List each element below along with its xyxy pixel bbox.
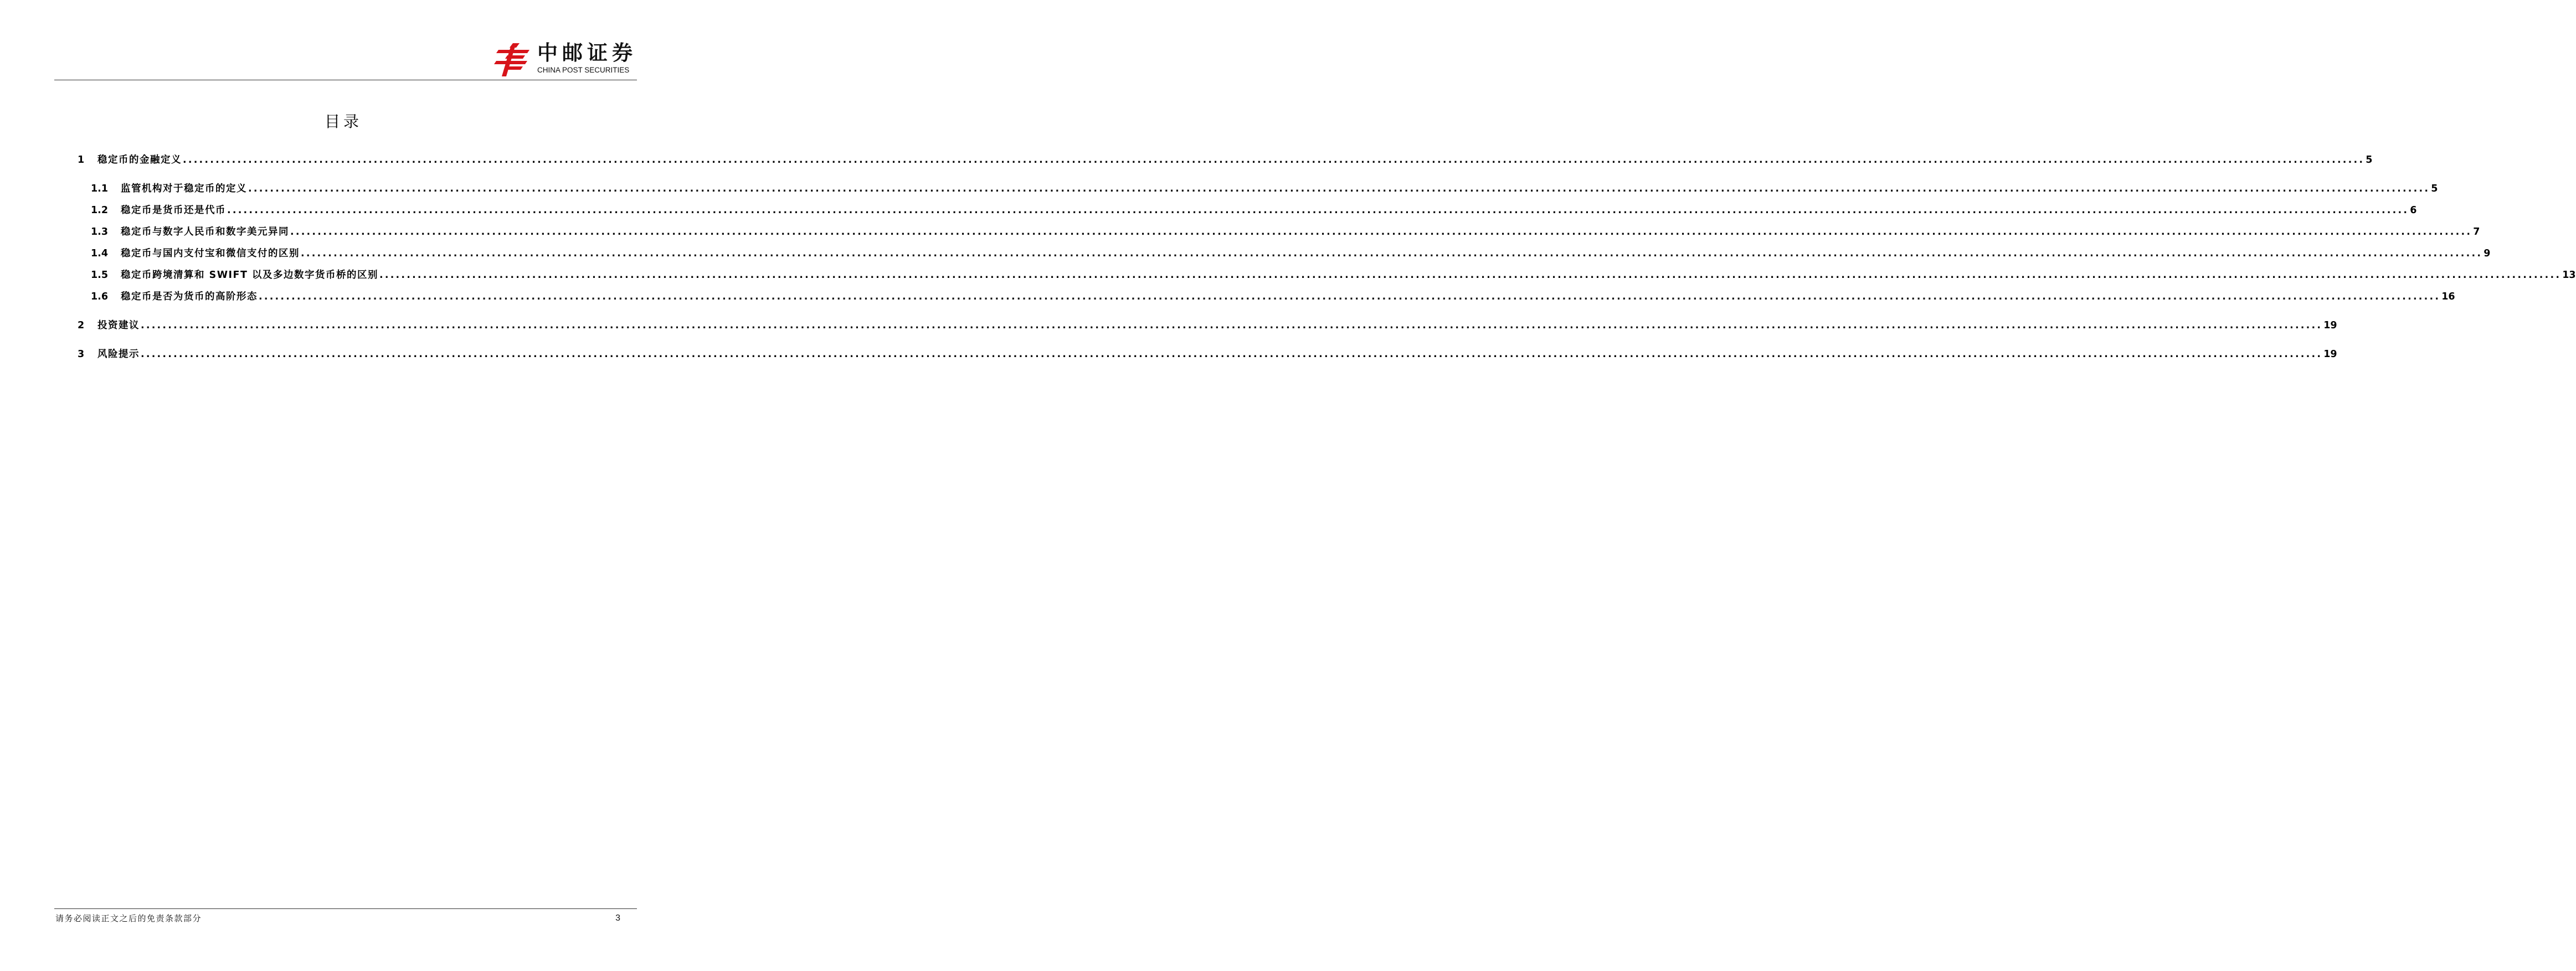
toc-entry-number: 1.6 bbox=[91, 291, 109, 302]
toc-entry-number: 2 bbox=[78, 320, 85, 331]
page-header bbox=[54, 39, 637, 80]
toc-entry-page: 13 bbox=[2562, 270, 2576, 281]
toc-dot-leader: ................................................................................................................................................................................................................................................................................................................................................................................................................ bbox=[183, 154, 2365, 166]
logo-chinese-name: 中邮证券 bbox=[537, 41, 637, 65]
toc-title: 目录 bbox=[324, 112, 362, 131]
toc-entry-label: 稳定币与国内支付宝和微信支付的区别 bbox=[121, 248, 300, 259]
toc-entry-page: 16 bbox=[2441, 291, 2455, 302]
company-logo bbox=[494, 42, 637, 78]
toc-entry-label: 稳定币与数字人民币和数字美元异同 bbox=[121, 226, 289, 237]
toc-entry-number: 1.2 bbox=[91, 205, 109, 216]
toc-dot-leader: ................................................................................................................................................................................................................................................................................................................................................................................................................ bbox=[259, 291, 2441, 302]
toc-entry-label: 投资建议 bbox=[97, 320, 140, 331]
toc-entry-label: 稳定币跨境清算和 SWIFT 以及多边数字货币桥的区别 bbox=[121, 270, 378, 281]
toc-entry-page: 5 bbox=[2366, 154, 2373, 166]
toc-dot-leader: ................................................................................................................................................................................................................................................................................................................................................................................................................ bbox=[141, 349, 2323, 360]
toc-entry[interactable] bbox=[78, 266, 2576, 287]
toc-entry-label: 监管机构对于稳定币的定义 bbox=[121, 183, 247, 194]
toc-entry-page: 19 bbox=[2323, 320, 2337, 331]
toc-entry-number: 1.3 bbox=[91, 226, 109, 237]
toc-dot-leader: ................................................................................................................................................................................................................................................................................................................................................................................................................ bbox=[301, 248, 2483, 259]
toc-entry[interactable] bbox=[78, 151, 2373, 172]
toc-entry-number: 1.4 bbox=[91, 248, 109, 259]
toc-entry[interactable] bbox=[78, 244, 2491, 266]
toc-entry-page: 5 bbox=[2431, 183, 2438, 194]
toc-entry[interactable] bbox=[78, 179, 2438, 201]
toc-entry-page: 9 bbox=[2484, 248, 2491, 259]
toc-entry-number: 1.1 bbox=[91, 183, 109, 194]
footer-divider bbox=[54, 908, 637, 909]
toc-entry[interactable] bbox=[78, 201, 2417, 223]
toc-dot-leader: ................................................................................................................................................................................................................................................................................................................................................................................................................ bbox=[290, 226, 2472, 237]
toc-entry-number: 1 bbox=[78, 154, 85, 166]
toc-entry-label: 稳定币是否为货币的高阶形态 bbox=[121, 291, 258, 302]
toc-dot-leader: ................................................................................................................................................................................................................................................................................................................................................................................................................ bbox=[379, 270, 2562, 281]
toc-entry-number: 1.5 bbox=[91, 270, 109, 281]
page-number: 3 bbox=[615, 913, 620, 923]
toc-entry-page: 6 bbox=[2410, 205, 2417, 216]
disclaimer-note: 请务必阅读正文之后的免责条款部分 bbox=[55, 913, 202, 923]
toc-entry[interactable] bbox=[78, 287, 2455, 309]
toc-entry-label: 稳定币的金融定义 bbox=[97, 154, 182, 166]
table-of-contents bbox=[78, 151, 2576, 366]
toc-entry[interactable] bbox=[78, 345, 2337, 366]
toc-entry-label: 风险提示 bbox=[97, 349, 140, 360]
toc-entry[interactable] bbox=[78, 223, 2480, 244]
logo-english-name: CHINA POST SECURITIES bbox=[537, 66, 630, 74]
toc-dot-leader: ................................................................................................................................................................................................................................................................................................................................................................................................................ bbox=[141, 320, 2323, 331]
toc-entry[interactable] bbox=[78, 316, 2337, 338]
toc-dot-leader: ................................................................................................................................................................................................................................................................................................................................................................................................................ bbox=[248, 183, 2430, 194]
toc-entry-number: 3 bbox=[78, 349, 85, 360]
toc-dot-leader: ................................................................................................................................................................................................................................................................................................................................................................................................................ bbox=[227, 205, 2409, 216]
china-post-logo-icon bbox=[494, 42, 532, 78]
toc-entry-label: 稳定币是货币还是代币 bbox=[121, 205, 226, 216]
toc-entry-page: 7 bbox=[2473, 226, 2480, 237]
toc-entry-page: 19 bbox=[2323, 349, 2337, 360]
